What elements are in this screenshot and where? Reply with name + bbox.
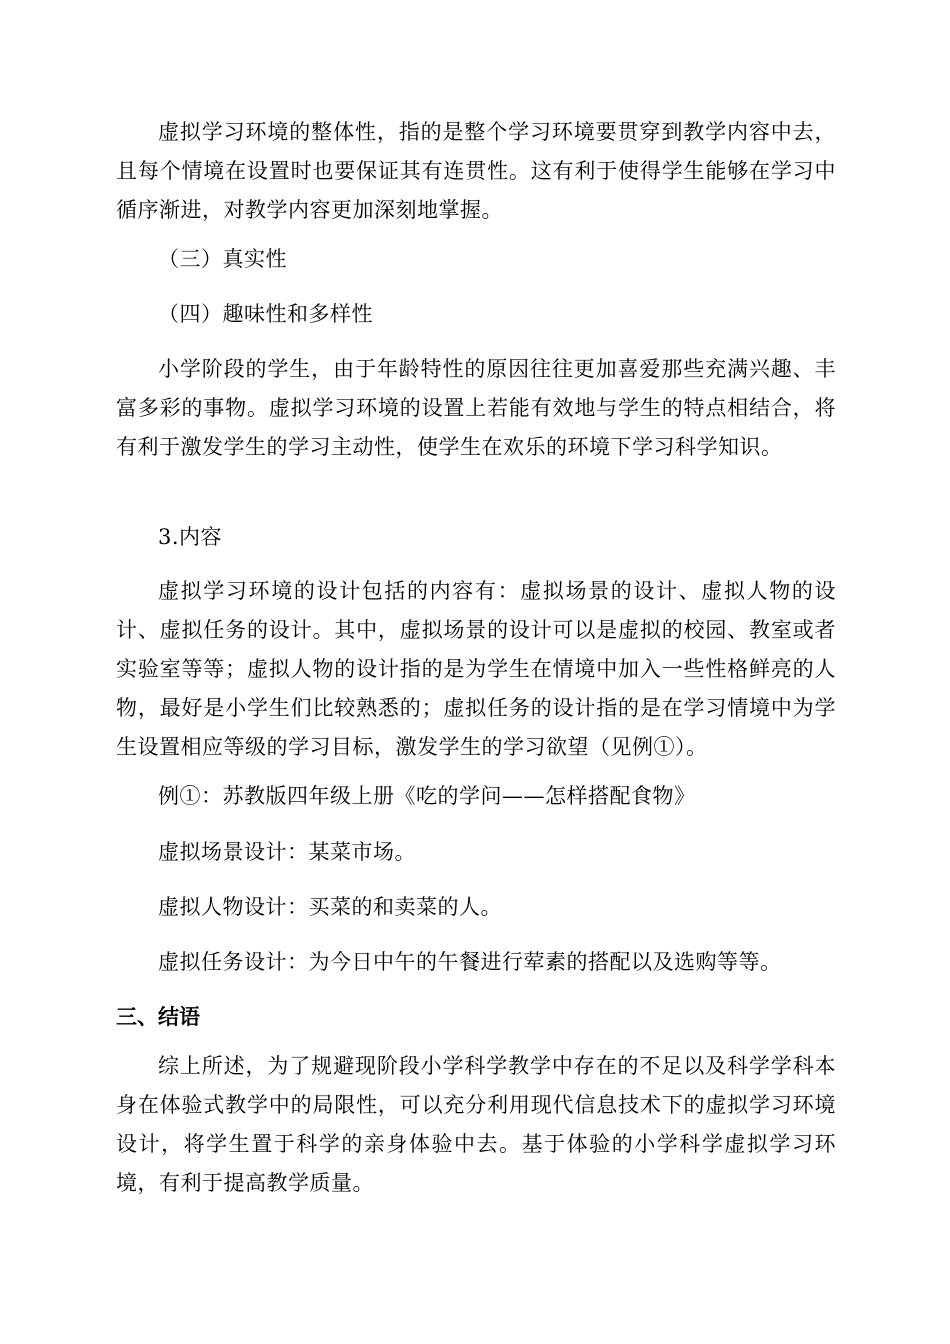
subheading-content: 3.内容: [158, 525, 223, 549]
example-people: 虚拟人物设计：买菜的和卖菜的人。: [158, 895, 502, 919]
example-scene: 虚拟场景设计：某菜市场。: [158, 840, 416, 864]
example-title: 例①：苏教版四年级上册《吃的学问——怎样搭配食物》: [158, 784, 696, 808]
paragraph-students: 小学阶段的学生，由于年龄特性的原因往往更加喜爱那些充满兴趣、丰富多彩的事物。虚拟学习环境的设置上若能有效地与学生的特点相结合，将有利于激发学生的学习主动性，使学生在欢乐的环境下学习科学知识。: [116, 357, 836, 459]
subheading-interest-diversity: （四）趣味性和多样性: [158, 302, 373, 326]
example-task: 虚拟任务设计：为今日中午的午餐进行荤素的搭配以及选购等等。: [158, 950, 782, 974]
paragraph-conclusion: 综上所述，为了规避现阶段小学科学教学中存在的不足以及科学学科本身在体验式教学中的局限性，可以充分利用现代信息技术下的虚拟学习环境设计，将学生置于科学的亲身体验中去。基于体验的小学科学虚拟学习环境，有利于提高教学质量。: [116, 1054, 836, 1195]
section-heading-conclusion: 三、结语: [116, 1005, 200, 1029]
paragraph-integrity: 虚拟学习环境的整体性，指的是整个学习环境要贯穿到教学内容中去，且每个情境在设置时也要保证其有连贯性。这有利于使得学生能够在学习中循序渐进，对教学内容更加深刻地掌握。: [116, 120, 836, 222]
paragraph-content: 虚拟学习环境的设计包括的内容有：虚拟场景的设计、虚拟人物的设计、虚拟任务的设计。其中，虚拟场景的设计可以是虚拟的校园、教室或者实验室等等；虚拟人物的设计指的是为学生在情境中加入一些性格鲜亮的人物，最好是小学生们比较熟悉的；虚拟任务的设计指的是在学习情境中为学生设置相应等级的学习目标，激发学生的学习欲望（见例①）。: [116, 579, 836, 759]
subheading-authenticity: （三）真实性: [158, 247, 287, 271]
